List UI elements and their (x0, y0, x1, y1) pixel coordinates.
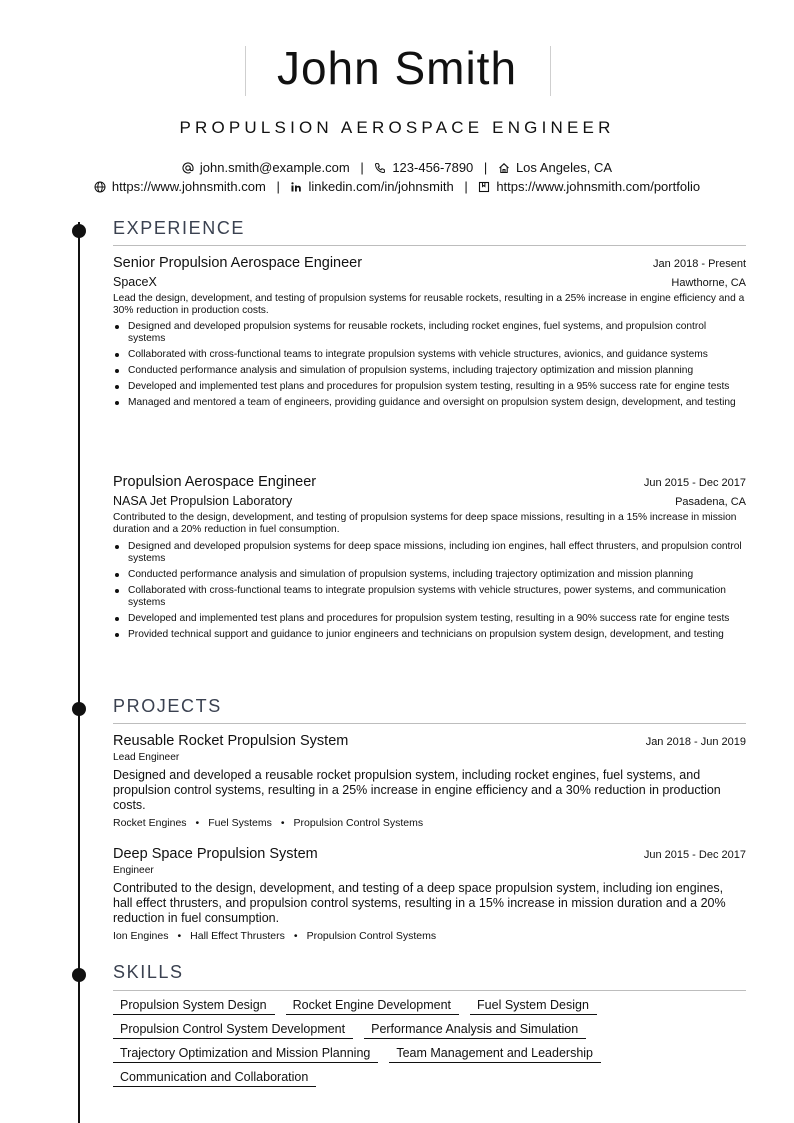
tag-separator: • (177, 930, 182, 942)
project-tag: Propulsion Control Systems (293, 817, 424, 829)
location-contact (498, 160, 612, 175)
job-location: Pasadena, CA (675, 496, 746, 508)
project-role: Lead Engineer (113, 752, 180, 763)
project-tag: Rocket Engines (113, 817, 187, 829)
website-contact[interactable] (94, 179, 266, 194)
linkedin-icon (290, 181, 302, 193)
skill-tag: Performance Analysis and Simulation (364, 1022, 586, 1039)
email-contact[interactable] (182, 160, 350, 175)
job-title: Propulsion Aerospace Engineer (113, 474, 317, 490)
skill-tag: Trajectory Optimization and Mission Planning (113, 1046, 378, 1063)
projects-heading: PROJECTS (113, 696, 222, 716)
list-item: Managed and mentored a team of engineers, providing guidance and oversight on propulsion system design, development, and testing (113, 397, 746, 409)
projects-divider (113, 723, 746, 724)
skills-divider (113, 990, 746, 991)
timeline-dot-projects (72, 702, 86, 716)
job-location: Hawthorne, CA (671, 277, 746, 289)
contact-line-1 (0, 160, 794, 176)
contact-separator: | (464, 179, 468, 194)
contact-separator: | (276, 179, 280, 194)
skill-tag: Rocket Engine Development (286, 998, 459, 1015)
portfolio-text: https://www.johnsmith.com/portfolio (496, 179, 701, 194)
skill-tag: Team Management and Leadership (389, 1046, 601, 1063)
linkedin-text: linkedin.com/in/johnsmith (308, 179, 454, 194)
contact-separator: | (360, 160, 364, 175)
email-text: john.smith@example.com (199, 160, 350, 175)
list-item: Conducted performance analysis and simulation of propulsion systems, including trajectory optimization and mission planning (113, 569, 746, 581)
experience-heading: EXPERIENCE (113, 218, 246, 238)
project-tag: Fuel Systems (208, 817, 272, 829)
project-role: Engineer (113, 865, 154, 876)
job-company: SpaceX (113, 275, 157, 289)
list-item: Developed and implemented test plans and procedures for propulsion system testing, resulting in a 90% success rate for engine tests (113, 613, 746, 625)
project-tag: Hall Effect Thrusters (190, 930, 285, 942)
timeline-dot-skills (72, 968, 86, 982)
project-title: Reusable Rocket Propulsion System (113, 733, 349, 749)
experience-divider (113, 245, 746, 246)
portfolio-icon (478, 181, 490, 193)
phone-contact[interactable] (374, 160, 473, 175)
list-item: Designed and developed propulsion systems for deep space missions, including ion engines, hall effect thrusters, and propulsion control systems (113, 541, 746, 565)
list-item: Collaborated with cross-functional teams to integrate propulsion systems with vehicle structures, power systems, and communication systems (113, 585, 746, 609)
list-item: Conducted performance analysis and simulation of propulsion systems, including trajectory optimization and mission planning (113, 365, 746, 377)
project-tags (113, 817, 423, 830)
tag-separator: • (293, 930, 298, 942)
skill-tag: Fuel System Design (470, 998, 597, 1015)
globe-icon (94, 181, 106, 193)
website-text: https://www.johnsmith.com (111, 179, 266, 194)
tag-separator: • (195, 817, 200, 829)
list-item: Designed and developed propulsion systems for reusable rockets, including rocket engines, fuel systems, and propulsion control systems (113, 321, 746, 345)
project-title: Deep Space Propulsion System (113, 846, 318, 862)
list-item: Provided technical support and guidance to junior engineers and technicians on propulsion system design, development, and testing (113, 629, 746, 641)
job-summary: Lead the design, development, and testing of propulsion systems for reusable rockets, resulting in a 25% increase in engine efficiency and a 30% reduction in production costs. (113, 293, 745, 316)
location-text: Los Angeles, CA (515, 160, 613, 175)
contact-separator: | (483, 160, 488, 175)
contact-line-2 (0, 179, 794, 195)
candidate-title: PROPULSION AEROSPACE ENGINEER (179, 118, 615, 137)
job-dates: Jun 2015 - Dec 2017 (643, 477, 746, 489)
job-bullets (113, 321, 746, 413)
skill-tag: Propulsion System Design (113, 998, 275, 1015)
project-description: Designed and developed a reusable rocket propulsion system, including rocket engines, fuel systems, and propulsion control systems, resulting in a 25% increase in engine efficiency and a 30% reduction in production costs. (113, 768, 721, 812)
skill-tag: Communication and Collaboration (113, 1070, 316, 1087)
job-dates: Jan 2018 - Present (653, 258, 746, 270)
phone-text: 123-456-7890 (392, 160, 474, 175)
project-tag: Propulsion Control Systems (306, 930, 437, 942)
list-item: Collaborated with cross-functional teams to integrate propulsion systems with vehicle structures, avionics, and guidance systems (113, 349, 746, 361)
tag-separator: • (280, 817, 285, 829)
skills-list (113, 996, 753, 1092)
at-icon (182, 162, 194, 174)
skills-heading: SKILLS (113, 962, 184, 982)
project-description: Contributed to the design, development, and testing of a deep space propulsion system, including ion engines, hall effect thrusters, and propulsion control systems, resulting in a 15% increase in mission duration and a 20% reduction in fuel consumption. (113, 881, 726, 925)
linkedin-contact[interactable] (290, 179, 453, 194)
timeline-dot-experience (72, 224, 86, 238)
job-summary: Contributed to the design, development, and testing of propulsion systems for deep space missions, resulting in a 15% increase in mission duration and a 20% reduction in fuel consumption. (113, 512, 737, 535)
home-icon (498, 162, 510, 174)
skill-tag: Propulsion Control System Development (113, 1022, 353, 1039)
job-title: Senior Propulsion Aerospace Engineer (113, 255, 363, 271)
portfolio-contact[interactable] (478, 179, 700, 194)
project-dates: Jun 2015 - Dec 2017 (643, 849, 746, 861)
job-bullets (113, 541, 746, 645)
phone-icon (374, 162, 386, 174)
list-item: Developed and implemented test plans and procedures for propulsion system testing, resulting in a 95% success rate for engine tests (113, 381, 746, 393)
candidate-name: John Smith (276, 42, 518, 94)
project-tags (113, 930, 436, 943)
project-tag: Ion Engines (113, 930, 169, 942)
job-company: NASA Jet Propulsion Laboratory (113, 494, 293, 508)
project-dates: Jan 2018 - Jun 2019 (645, 736, 746, 748)
timeline-line (78, 222, 80, 1123)
